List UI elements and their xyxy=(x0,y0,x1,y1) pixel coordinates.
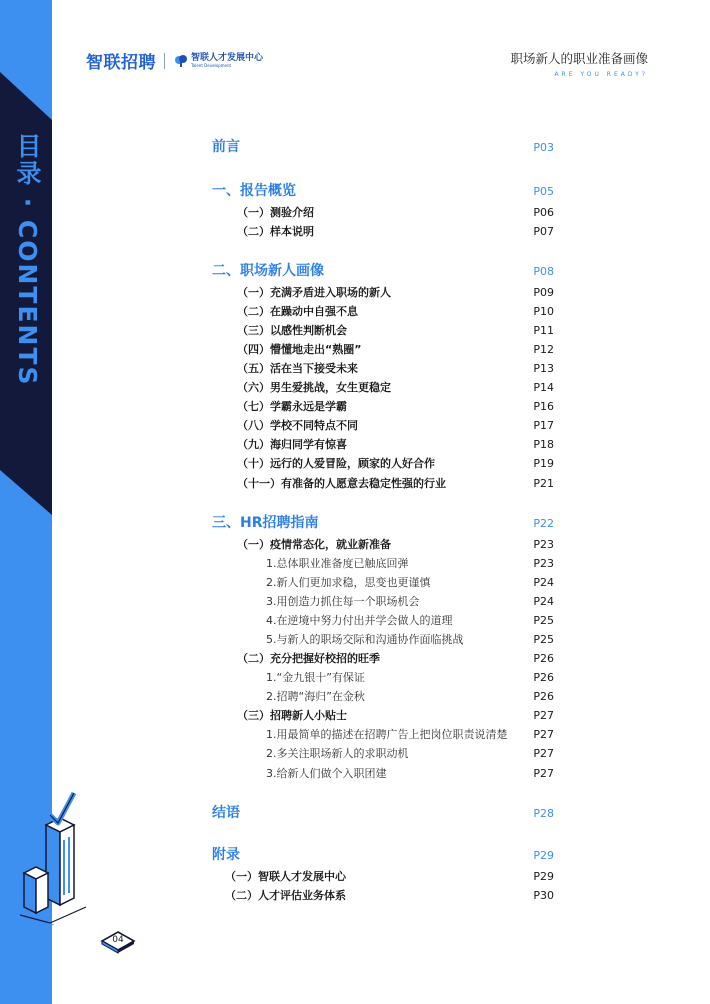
toc-title: 结语 xyxy=(212,805,240,821)
toc-page: P21 xyxy=(533,477,554,490)
toc-page: P16 xyxy=(533,400,554,413)
toc-page: P10 xyxy=(533,305,554,318)
bar-chart-checkmark-icon xyxy=(20,785,90,925)
toc-entry[interactable] xyxy=(237,322,554,338)
toc-title: （七）学霸永远是学霸 xyxy=(237,400,347,413)
toc-entry[interactable] xyxy=(212,802,554,822)
toc-title: （一）充满矛盾进入职场的新人 xyxy=(237,286,391,299)
header-report-title xyxy=(510,49,648,78)
toc-title: （六）男生爱挑战，女生更稳定 xyxy=(237,381,391,394)
toc-title: 2.多关注职场新人的求职动机 xyxy=(266,747,409,760)
toc-page: P27 xyxy=(533,767,554,780)
toc-title: （一）测验介绍 xyxy=(237,206,314,219)
toc-title: （二）充分把握好校招的旺季 xyxy=(237,652,380,665)
toc-entry[interactable] xyxy=(225,868,554,884)
toc-page: P23 xyxy=(533,538,554,551)
toc-page: P25 xyxy=(533,633,554,646)
toc-title: 附录 xyxy=(212,847,240,863)
toc-page: P13 xyxy=(533,362,554,375)
toc-title: 前言 xyxy=(212,139,240,155)
toc-entry[interactable] xyxy=(237,303,554,319)
toc-title: 5.与新人的职场交际和沟通协作面临挑战 xyxy=(266,633,464,646)
toc-page: P11 xyxy=(533,324,554,337)
logo-sub-en: Talent Development xyxy=(191,62,232,68)
toc-entry[interactable] xyxy=(266,726,554,742)
toc-entry[interactable] xyxy=(237,204,554,220)
toc-title: （五）活在当下接受未来 xyxy=(237,362,358,375)
toc-page: P08 xyxy=(533,265,554,278)
logo-sub-cn: 智联人才发展中心 xyxy=(191,52,264,63)
header-logo xyxy=(86,48,263,73)
toc-entry[interactable] xyxy=(212,180,554,200)
toc-title: （二）人才评估业务体系 xyxy=(225,889,346,902)
toc-page: P27 xyxy=(533,709,554,722)
toc-page: P29 xyxy=(533,849,554,862)
toc-page: P07 xyxy=(533,225,554,238)
toc-page: P12 xyxy=(533,343,554,356)
toc-page: P22 xyxy=(533,517,554,530)
page-number: 04 xyxy=(112,935,124,945)
toc-title: （一）疫情常态化，就业新准备 xyxy=(237,538,391,551)
toc-entry[interactable] xyxy=(237,707,554,723)
logo-divider xyxy=(164,53,165,69)
toc-title: 2.招聘“海归”在金秋 xyxy=(266,690,365,703)
toc-title: 三、HR招聘指南 xyxy=(212,515,319,531)
toc-page: P26 xyxy=(533,690,554,703)
toc-page: P09 xyxy=(533,286,554,299)
toc-entry[interactable] xyxy=(237,650,554,666)
toc-entry[interactable] xyxy=(266,631,554,647)
toc-title: 3.用创造力抓住每一个职场机会 xyxy=(266,595,420,608)
toc-page: P24 xyxy=(533,576,554,589)
toc-title: （十）远行的人爱冒险，顾家的人好合作 xyxy=(237,457,435,470)
toc-entry[interactable] xyxy=(266,688,554,704)
toc-entry[interactable] xyxy=(237,341,554,357)
toc-entry[interactable] xyxy=(237,455,554,471)
toc-title: （二）在躁动中自强不息 xyxy=(237,305,358,318)
toc-title: 2.新人们更加求稳，思变也更谨慎 xyxy=(266,576,431,589)
toc-entry[interactable] xyxy=(212,844,554,864)
toc-entry[interactable] xyxy=(212,512,554,532)
vertical-contents-title: 目录 · CONTENTS xyxy=(13,133,42,387)
toc-title: （八）学校不同特点不同 xyxy=(237,419,358,432)
toc-title: （三）招聘新人小贴士 xyxy=(237,709,347,722)
toc-entry[interactable] xyxy=(237,436,554,452)
toc-page: P06 xyxy=(533,206,554,219)
toc-entry[interactable] xyxy=(237,284,554,300)
toc-title: 1.用最简单的描述在招聘广告上把岗位职责说清楚 xyxy=(266,728,508,741)
toc-title: （九）海归同学有惊喜 xyxy=(237,438,347,451)
toc-page: P27 xyxy=(533,728,554,741)
toc-entry[interactable] xyxy=(266,612,554,628)
toc-page: P26 xyxy=(533,652,554,665)
toc-title: （十一）有准备的人愿意去稳定性强的行业 xyxy=(237,477,446,490)
toc-entry[interactable] xyxy=(266,574,554,590)
toc-title: 二、职场新人画像 xyxy=(212,263,324,279)
toc-title: 1.总体职业准备度已触底回弹 xyxy=(266,557,409,570)
toc-title: 4.在逆境中努力付出并学会做人的道理 xyxy=(266,614,453,627)
toc-title: 1.“金九银十”有保证 xyxy=(266,671,365,684)
toc-title: （三）以感性判断机会 xyxy=(237,324,347,337)
toc-page: P24 xyxy=(533,595,554,608)
toc-entry[interactable] xyxy=(237,536,554,552)
talent-development-logo xyxy=(174,53,263,69)
toc-title: （四）懵懂地走出“熟圈” xyxy=(237,343,362,356)
report-subtitle: ARE YOU READY? xyxy=(554,71,648,78)
toc-entry[interactable] xyxy=(237,379,554,395)
toc-page: P28 xyxy=(533,807,554,820)
toc-title: 3.给新人们做个入职团建 xyxy=(266,767,387,780)
toc-page: P19 xyxy=(533,457,554,470)
toc-entry[interactable] xyxy=(237,360,554,376)
toc-entry[interactable] xyxy=(266,745,554,761)
zhaopin-logo: 智联招聘 xyxy=(86,53,156,73)
toc-title: （一）智联人才发展中心 xyxy=(225,870,346,883)
talent-cloud-icon xyxy=(174,54,188,68)
toc-page: P05 xyxy=(533,185,554,198)
toc-page: P29 xyxy=(533,870,554,883)
toc-entry[interactable] xyxy=(237,475,554,491)
toc-entry[interactable] xyxy=(212,260,554,280)
toc-entry[interactable] xyxy=(237,398,554,414)
toc-entry[interactable] xyxy=(266,669,554,685)
toc-title: 一、报告概览 xyxy=(212,183,296,199)
toc-page: P03 xyxy=(533,141,554,154)
toc-page: P18 xyxy=(533,438,554,451)
toc-page: P17 xyxy=(533,419,554,432)
toc-page: P25 xyxy=(533,614,554,627)
toc-page: P26 xyxy=(533,671,554,684)
toc-title: （二）样本说明 xyxy=(237,225,314,238)
toc-entry[interactable] xyxy=(266,765,554,781)
toc-entry[interactable] xyxy=(266,555,554,571)
toc-page: P14 xyxy=(533,381,554,394)
toc-entry[interactable] xyxy=(212,136,554,156)
toc-entry[interactable] xyxy=(237,417,554,433)
toc-entry[interactable] xyxy=(266,593,554,609)
toc-page: P23 xyxy=(533,557,554,570)
toc-entry[interactable] xyxy=(225,887,554,903)
toc-entry[interactable] xyxy=(237,223,554,239)
toc-page: P30 xyxy=(533,889,554,902)
toc-page: P27 xyxy=(533,747,554,760)
report-title: 职场新人的职业准备画像 xyxy=(510,51,648,66)
